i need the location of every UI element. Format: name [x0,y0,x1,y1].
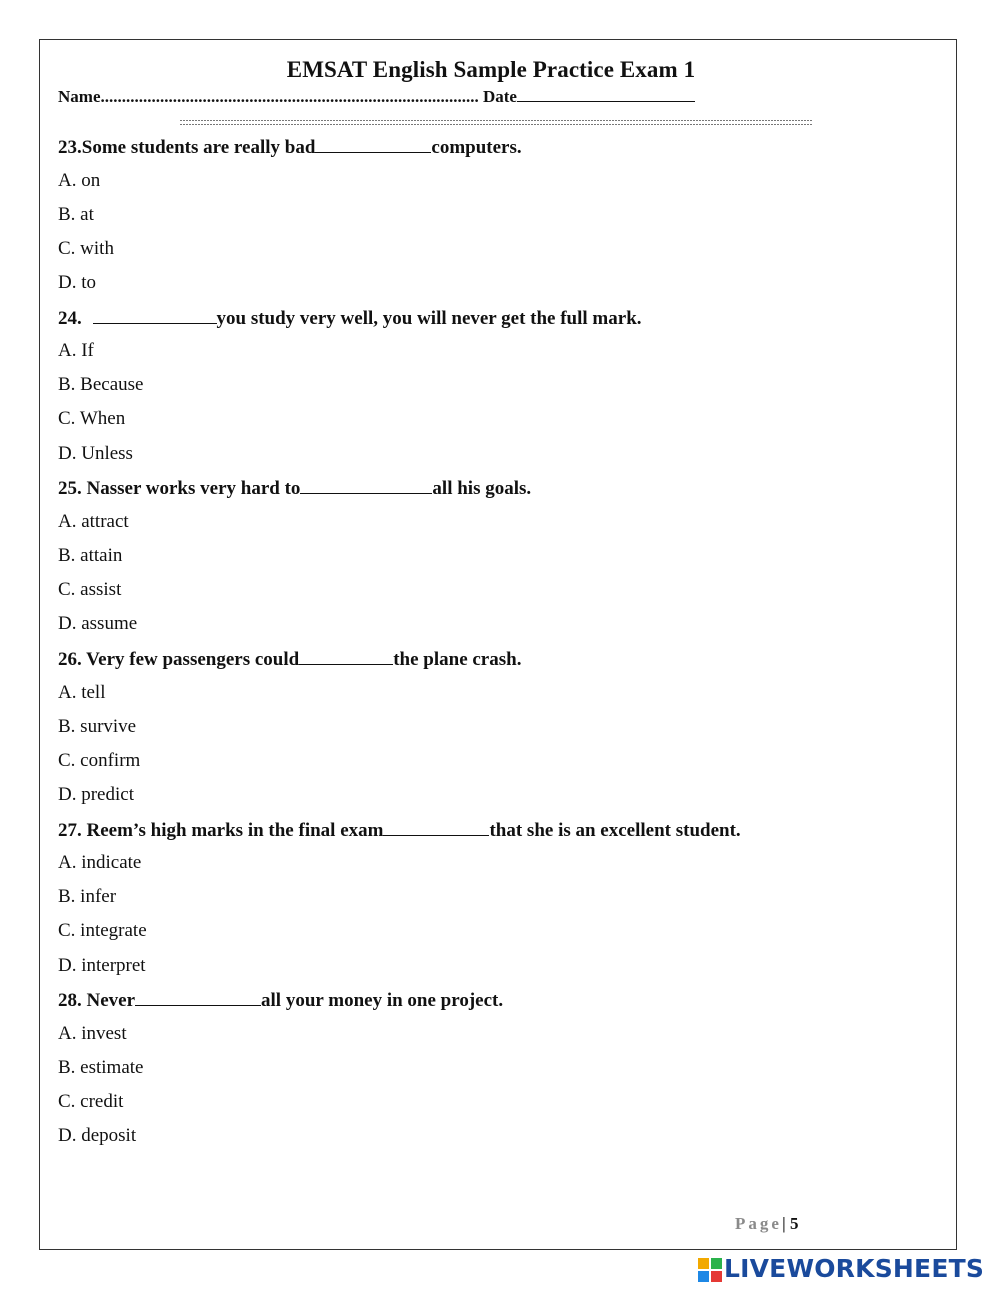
option-25-c[interactable]: C. assist [58,579,122,600]
option-25-d[interactable]: D. assume [58,613,138,634]
answer-blank[interactable] [315,136,431,153]
answer-blank[interactable] [299,648,393,665]
answer-blank[interactable] [93,307,217,324]
answer-blank[interactable] [300,477,432,494]
option-26-a[interactable]: A. tell [58,682,106,703]
option-24-d[interactable]: D. Unless [58,443,133,464]
question-27 [58,819,741,842]
option-28-a[interactable]: A. invest [58,1023,127,1044]
question-23 [58,136,522,159]
option-23-b[interactable]: B. at [58,204,94,225]
question-28 [58,989,503,1012]
question-text: 25. Nasser works very hard to [58,478,301,499]
name-date-row [58,87,695,107]
question-text: all his goals. [432,478,532,499]
header-divider [180,120,812,126]
exam-title: EMSAT English Sample Practice Exam 1 [286,57,696,82]
option-24-c[interactable]: C. When [58,408,126,429]
option-24-b[interactable]: B. Because [58,374,144,395]
option-25-b[interactable]: B. attain [58,545,123,566]
option-27-d[interactable]: D. interpret [58,955,146,976]
question-text: all your money in one project. [261,990,504,1011]
question-text: 24. [58,308,87,329]
question-text: 28. Never [58,990,136,1011]
option-27-a[interactable]: A. indicate [58,852,142,873]
brand-name: LIVEWORKSHEETS [724,1254,985,1283]
question-text: 26. Very few passengers could [58,649,300,670]
option-23-a[interactable]: A. on [58,170,101,191]
name-field-label: Name......................................................................................... [58,87,479,106]
option-27-b[interactable]: B. infer [58,886,117,907]
question-text: 27. Reem’s high marks in the final exam [58,820,384,841]
answer-blank[interactable] [383,819,489,836]
option-24-a[interactable]: A. If [58,340,94,361]
option-26-c[interactable]: C. confirm [58,750,141,771]
question-26 [58,648,521,671]
option-26-b[interactable]: B. survive [58,716,137,737]
option-26-d[interactable]: D. predict [58,784,134,805]
question-text: the plane crash. [393,649,522,670]
liveworksheets-logo-icon [698,1258,722,1282]
option-23-c[interactable]: C. with [58,238,114,259]
page-border [39,39,957,1250]
page-number-value: 5 [789,1214,799,1233]
option-28-c[interactable]: C. credit [58,1091,124,1112]
question-text: computers. [431,137,522,158]
option-27-c[interactable]: C. integrate [58,920,147,941]
answer-blank[interactable] [135,989,261,1006]
date-input-line[interactable] [517,87,695,102]
question-text: you study very well, you will never get the full mark. [216,308,642,329]
question-text: that she is an excellent student. [489,820,741,841]
date-field-label: Date [482,87,517,106]
option-28-b[interactable]: B. estimate [58,1057,144,1078]
page-number [735,1214,798,1234]
question-24 [58,307,642,330]
question-text: 23.Some students are really bad [58,137,316,158]
option-23-d[interactable]: D. to [58,272,96,293]
question-25 [58,477,531,500]
page-word: Page [735,1214,782,1233]
option-25-a[interactable]: A. attract [58,511,129,532]
option-28-d[interactable]: D. deposit [58,1125,137,1146]
page-separator: | [781,1214,786,1233]
